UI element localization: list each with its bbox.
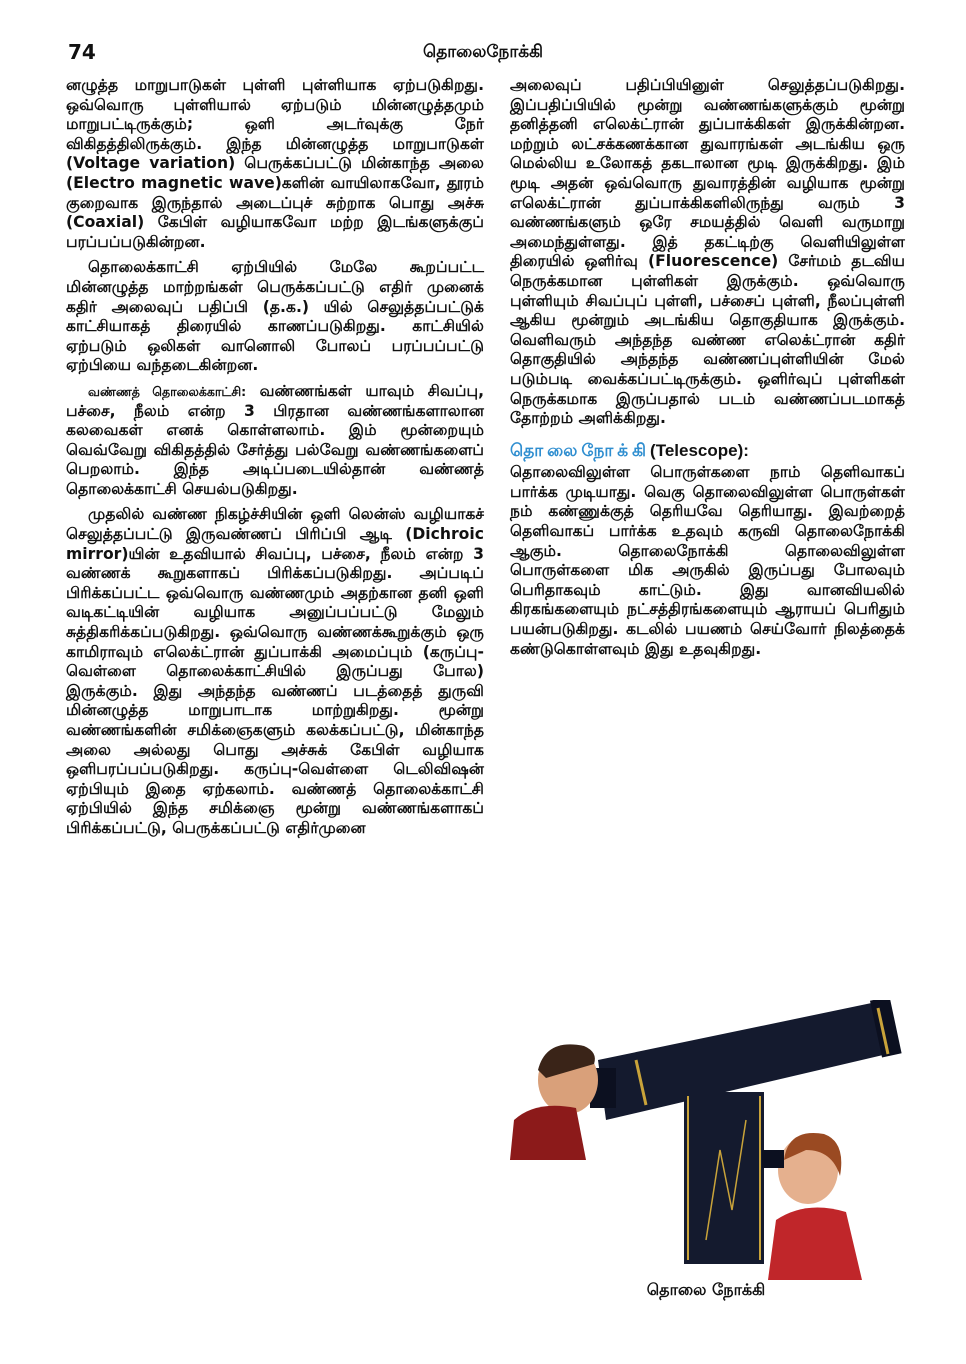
section-subheading: வண்ணத் தொலைக்காட்சி: — [88, 383, 247, 399]
paragraph — [66, 382, 484, 500]
telescope-illustration — [506, 1000, 906, 1290]
man-shirt — [510, 1106, 586, 1160]
left-column — [66, 76, 484, 845]
telescope-mount — [684, 1092, 764, 1264]
side-eyepiece — [762, 1150, 784, 1168]
woman-shirt — [768, 1208, 862, 1281]
paragraph: னழுத்த மாறுபாடுகள் புள்ளி புள்ளியாக ஏற்படுகிறது. ஒவ்வொரு புள்ளியால் ஏற்படும் மின்னழுத்தமும் மாறுபட்டிருக்கும்; ஒளி அடர்வுக்கு நேர் விகிதத்திலிருக்கும். இந்த மின்னழுத்த மாறுபாடுகள் (Voltage variation) பெருக்கப்பட்டு மின்காந்த அலை (Electro magnetic wave)களின் வாயிலாகவோ, தூரம் குறைவாக இருந்தால் அடைப்புச் சுற்றாக பொது அச்சு (Coaxial) கேபிள் வழியாகவோ மற்ற இடங்களுக்குப் பரப்பப்படுகின்றன. — [66, 76, 484, 251]
section-heading-tamil: தொலைநோக்கி — [510, 440, 651, 461]
paragraph: தொலைவிலுள்ள பொருள்களை நாம் தெளிவாகப் பார்க்க முடியாது. வெகு தொலைவிலுள்ள பொருள்கள் நம் கண்ணுக்குத் தெரியவே தெரியாது. இவற்றைத் தெளிவாகப் பார்க்க உதவும் கருவி தொலைநோக்கி ஆகும். தொலைநோக்கி தொலைவிலுள்ள பொருள்களை மிக அருகில் இருப்பது போலவும் பெரிதாகவும் காட்டும். இது வானவியலில் கிரகங்களையும் நட்சத்திரங்களையும் ஆராயப் பெரிதும் பயன்படுகிறது. கடலில் பயணம் செய்வோர் நிலத்தைக் கண்டுகொள்ளவும் இது உதவுகிறது. — [510, 463, 905, 658]
telescope-figure-svg — [506, 1000, 906, 1280]
running-title: தொலைநோக்கி — [422, 42, 544, 62]
right-column — [510, 76, 905, 665]
page-number: 74 — [68, 40, 96, 64]
page-header — [0, 40, 966, 70]
section-heading — [510, 441, 905, 462]
paragraph: தொலைக்காட்சி ஏற்பியில் மேலே கூறப்பட்ட மின்னழுத்த மாற்றங்கள் பெருக்கப்பட்டு எதிர் முனைக் கதிர் அலைவுப் பதிப்பி (த.க.) யில் செலுத்தப்பட்டுக் காட்சியாகத் திரையில் காணப்படுகிறது. காட்சியில் ஏற்படும் ஒலிகள் வானொலி போலப் பரப்பப்பட்டு ஏற்பியை வந்தடைகின்றன. — [66, 258, 484, 375]
figure-caption: தொலை நோக்கி — [646, 1280, 766, 1299]
section-heading-english: (Telescope): — [650, 440, 749, 460]
paragraph: முதலில் வண்ண நிகழ்ச்சியின் ஒளி லென்ஸ் வழியாகச் செலுத்தப்பட்டு இருவண்ணப் பிரிப்பி ஆடி (Dichroic mirror)யின் உதவியால் சிவப்பு, பச்சை, நீலம் என்ற 3 வண்ணக் கூறுகளாகப் பிரிக்கப்படுகிறது. அப்படிப் பிரிக்கப்பட்ட ஒவ்வொரு வண்ணமும் அதற்கான தனி ஒளி வடிகட்டியின் வழியாக அனுப்பப்பட்டு மேலும் சுத்திகரிக்கப்படுகிறது. ஒவ்வொரு வண்ணக்கூறுக்கும் ஒரு காமிராவும் எலெக்ட்ரான் துப்பாக்கி அமைப்பும் (கருப்பு-வெள்ளை தொலைக்காட்சியில் இருப்பது போல) இருக்கும். இது அந்தந்த வண்ணப் படத்தைத் துருவி மின்னழுத்த மாறுபாடாக மாற்றுகிறது. மூன்று வண்ணங்களின் சமிக்ஞைகளும் கலக்கப்பட்டு, மின்காந்த அலை அல்லது பொது அச்சுக் கேபிள் வழியாக ஒளிபரப்பப்படுகிறது. கருப்பு-வெள்ளை டெலிவிஷன் ஏற்பியும் இதை ஏற்கலாம். வண்ணத் தொலைக்காட்சி ஏற்பியில் இந்த சமிக்ஞை மூன்று வண்ணங்களாகப் பிரிக்கப்பட்டு, பெருக்கப்பட்டு எதிர்முனை — [66, 505, 484, 837]
paragraph-text: வண்ணங்கள் யாவும் சிவப்பு, பச்சை, நீலம் என்ற 3 பிரதான வண்ணங்களாலான கலவைகள் எனக் கொள்ளலாம். இம் மூன்றையும் வெவ்வேறு விகிதத்தில் சேர்த்து பல்வேறு வண்ணங்களைப் பெறலாம். இந்த அடிப்படையில்தான் வண்ணத் தொலைக்காட்சி செயல்படுகிறது. — [66, 381, 484, 498]
paragraph: அலைவுப் பதிப்பியினுள் செலுத்தப்படுகிறது. இப்பதிப்பியில் மூன்று வண்ணங்களுக்கும் மூன்று தனித்தனி எலெக்ட்ரான் துப்பாக்கிகள் இருக்கின்றன. மற்றும் லட்சக்கணக்கான துவாரங்கள் அடங்கிய ஒரு மெல்லிய உலோகத் தகடாலான மூடி இருக்கிறது. இம் மூடி அதன் ஒவ்வொரு துவாரத்தின் வழியாக மூன்று எலெக்ட்ரான் துப்பாக்கிகளிலிருந்து வரும் 3 வண்ணங்களும் ஒரே சமயத்தில் வெளி வருமாறு அமைந்துள்ளது. இத் தகட்டிற்கு வெளியிலுள்ள திரையில் ஒளிர்வு (Fluorescence) சேர்மம் தடவிய நெருக்கமான புள்ளிகள் இருக்கும். ஒவ்வொரு புள்ளியும் சிவப்புப் புள்ளி, பச்சைப் புள்ளி, நீலப்புள்ளி ஆகிய மூன்றும் அடங்கிய தொகுதியாக இருக்கும். வெளிவரும் அந்தந்த வண்ண எலெக்ட்ரான் கதிர் தொகுதியில் அந்தந்த வண்ணப்புள்ளியின் மேல் படும்படி வைக்கப்பட்டிருக்கும். ஒளிர்வுப் புள்ளிகள் நெருக்கமாக இருப்பதால் படம் வண்ணப்படமாகத் தோற்றம் அளிக்கிறது. — [510, 76, 905, 428]
